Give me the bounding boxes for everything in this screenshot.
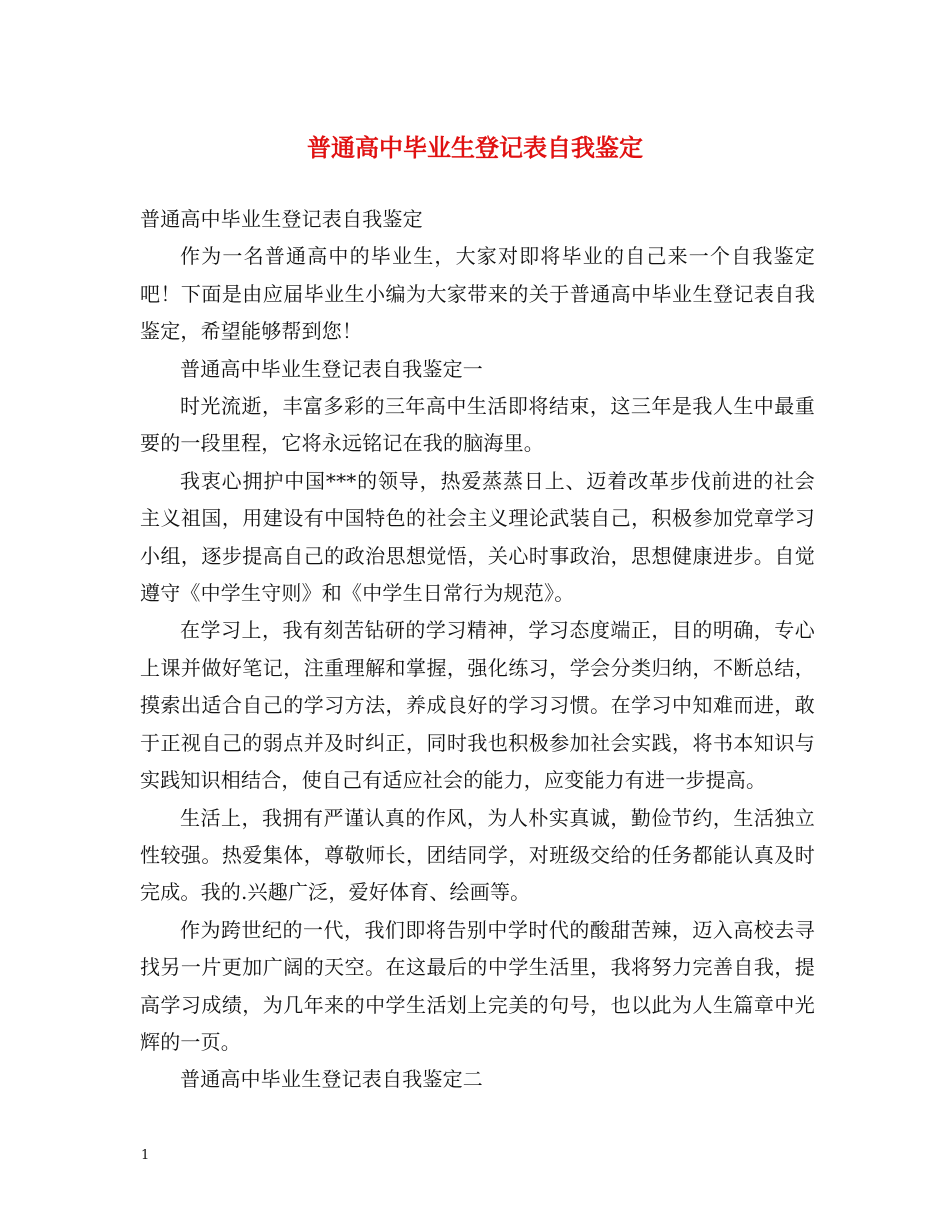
paragraph-heading-intro: 普通高中毕业生登记表自我鉴定 [140,207,423,231]
paragraph-intro: 作为一名普通高中的毕业生，大家对即将毕业的自己来一个自我鉴定吧！下面是由应届毕业生小编为大家带来的关于普通高中毕业生登记表自我鉴定，希望能够帮到您！ [140,244,815,344]
paragraph-study: 在学习上，我有刻苦钻研的学习精神，学习态度端正，目的明确，专心上课并做好笔记，注重理解和掌握，强化练习，学会分类归纳，不断总结，摸索出适合自己的学习方法，养成良好的学习习惯。在学习中知难而进，敢于正视自己的弱点并及时纠正，同时我也积极参加社会实践，将书本知识与实践知识相结合，使自己有适应社会的能力，应变能力有进一步提高。 [140,618,815,793]
section-heading-two: 普通高中毕业生登记表自我鉴定二 [180,1067,483,1092]
paragraph-time-passing: 时光流逝，丰富多彩的三年高中生活即将结束，这三年是我人生中最重要的一段里程，它将永远铭记在我的脑海里。 [140,394,815,456]
document-title: 普通高中毕业生登记表自我鉴定 [307,133,643,162]
document-body [140,201,815,1099]
paragraph-life: 生活上，我拥有严谨认真的作风，为人朴实真诚，勤俭节约，生活独立性较强。热爱集体，尊敬师长，团结同学，对班级交给的任务都能认真及时完成。我的.兴趣广泛，爱好体育、绘画等。 [140,805,815,905]
paragraph-future: 作为跨世纪的一代，我们即将告别中学时代的酸甜苦辣，迈入高校去寻找另一片更加广阔的天空。在这最后的中学生活里，我将努力完善自我，提高学习成绩，为几年来的中学生活划上完美的句号，也以此为人生篇章中光辉的一页。 [140,917,815,1054]
paragraph-political: 我衷心拥护中国***的领导，热爱蒸蒸日上、迈着改革步伐前进的社会主义祖国，用建设有中国特色的社会主义理论武装自己，积极参加党章学习小组，逐步提高自己的政治思想觉悟，关心时事政治，思想健康进步。自觉遵守《中学生守则》和《中学生日常行为规范》。 [140,468,815,606]
page-number: 1 [141,1148,150,1163]
section-heading-one: 普通高中毕业生登记表自我鉴定一 [180,356,483,381]
